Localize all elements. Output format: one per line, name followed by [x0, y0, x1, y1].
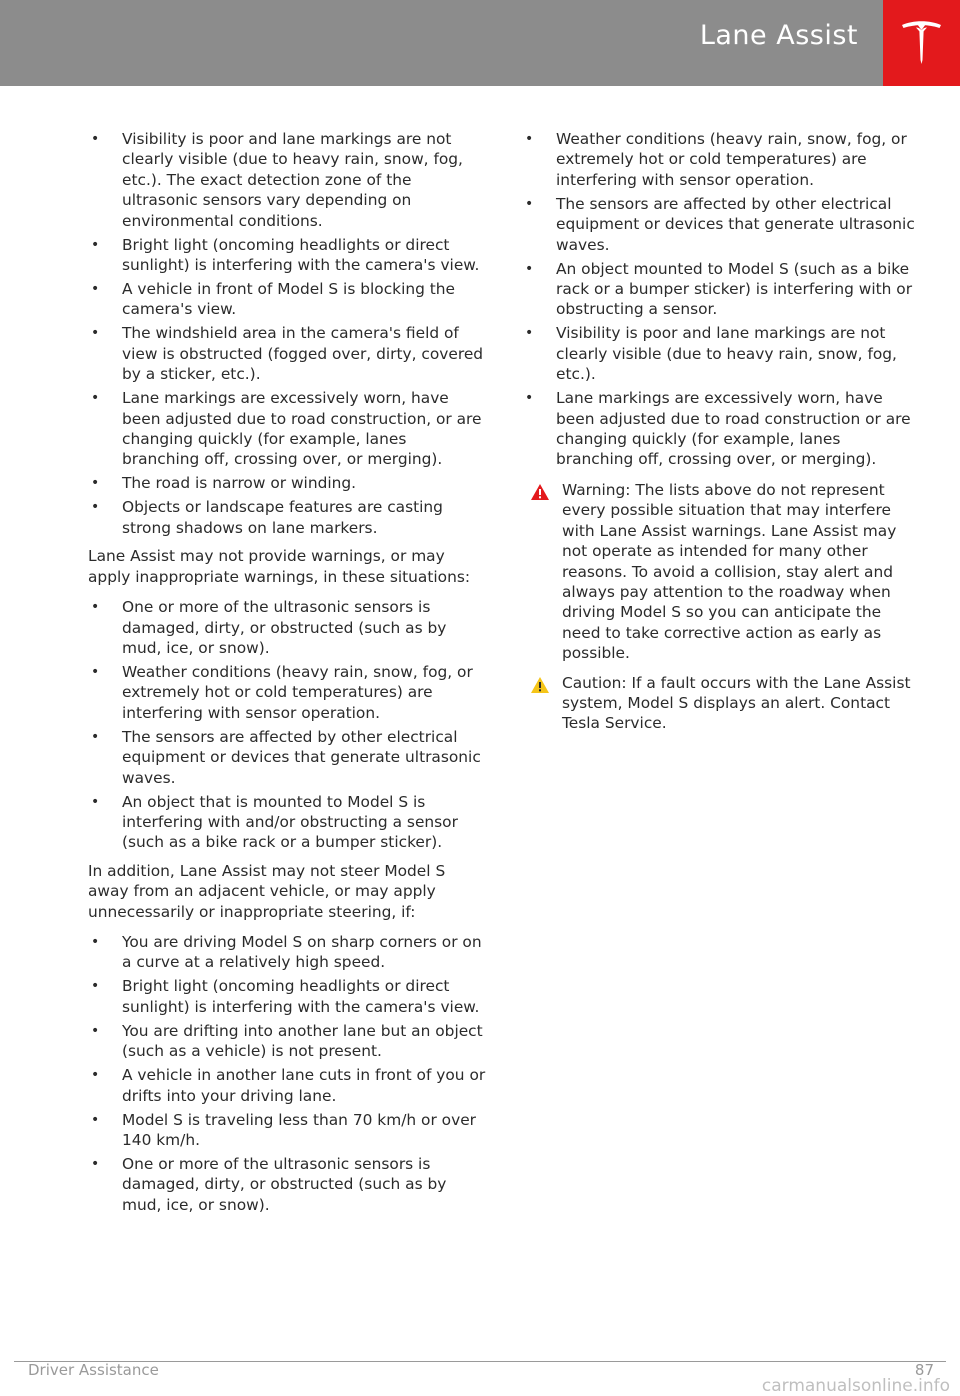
list-item: • An object that is mounted to Model S is interfering with and/or obstructing a sensor (such as a bike rack or a bumper sticker).: [91, 792, 458, 852]
left-column: [88, 129, 488, 1219]
list-item: • You are drifting into another lane but an object (such as a vehicle) is not present.: [91, 1021, 483, 1061]
tesla-logo-icon: [899, 16, 944, 66]
right-column: [522, 129, 922, 743]
page-header: [0, 0, 960, 86]
list-item: • The sensors are affected by other electrical equipment or devices that generate ultrasonic waves.: [91, 727, 481, 787]
logo-box: [883, 0, 960, 86]
list-item: • Bright light (oncoming headlights or direct sunlight) is interfering with the camera's view.: [91, 977, 480, 1016]
limitations-list: [88, 129, 488, 538]
list-item: • Lane markings are excessively worn, have been adjusted due to road construction, or are changing quickly (for example, lanes branching off, crossing over, or merging).: [91, 389, 482, 469]
watermark: carmanualsonline.info: [761, 1376, 950, 1396]
list-item: • Model S is traveling less than 70 km/h or over 140 km/h.: [91, 1110, 476, 1149]
list-item: • A vehicle in front of Model S is blocking the camera's view.: [91, 280, 456, 319]
list-item: • Objects or landscape features are casting strong shadows on lane markers.: [91, 498, 443, 537]
list-item: • Bright light (oncoming headlights or direct sunlight) is interfering with the camera's view.: [91, 235, 480, 275]
list-item: • One or more of the ultrasonic sensors is damaged, dirty, or obstructed (such as by mud, ice, or snow).: [91, 598, 447, 657]
continued-steering-list: [522, 129, 922, 470]
caution-notice: [522, 673, 922, 734]
list-item: • Weather conditions (heavy rain, snow, fog, or extremely hot or cold temperatures) are interfering with sensor operation.: [525, 130, 907, 189]
footer-section-name: Driver Assistance: [28, 1361, 159, 1379]
list-item: • A vehicle in another lane cuts in front of you or drifts into your driving lane.: [91, 1066, 486, 1105]
steering-situations-list: [88, 932, 488, 1215]
warning-notice: [522, 480, 922, 664]
warning-triangle-icon: [530, 483, 550, 501]
list-item: • Lane markings are excessively worn, have been adjusted due to road construction or are changing quickly (for example, lanes branching off, crossing over, or merging).: [525, 389, 911, 469]
page-title: Lane Assist: [699, 20, 858, 51]
list-item: • An object mounted to Model S (such as a bike rack or a bumper sticker) is interfering with or obstructing a sensor.: [525, 259, 913, 319]
list-item: • The sensors are affected by other electrical equipment or devices that generate ultrasonic waves.: [525, 194, 915, 254]
warning-situations-list: [88, 597, 488, 853]
list-item: • The windshield area in the camera's field of view is obstructed (fogged over, dirty, covered by a sticker, etc.).: [91, 324, 484, 384]
list-item: • Visibility is poor and lane markings are not clearly visible (due to heavy rain, snow, fog, etc.).: [525, 324, 897, 384]
list-item: • Weather conditions (heavy rain, snow, fog, or extremely hot or cold temperatures) are interfering with sensor operation.: [91, 662, 473, 722]
caution-text: Caution: If a fault occurs with the Lane Assist system, Model S displays an alert. Contact Tesla Service.: [562, 673, 911, 733]
page-number: 87: [914, 1361, 934, 1379]
list-item: • One or more of the ultrasonic sensors is damaged, dirty, or obstructed (such as by mud, ice, or snow).: [91, 1155, 447, 1214]
paragraph-steering-intro: In addition, Lane Assist may not steer Model S away from an adjacent vehicle, or may apply unnecessarily or inappropriate steering, if:: [88, 861, 446, 921]
caution-triangle-icon: [530, 676, 550, 694]
paragraph-warnings-intro: Lane Assist may not provide warnings, or may apply inappropriate warnings, in these situations:: [88, 547, 471, 586]
list-item: • Visibility is poor and lane markings are not clearly visible (due to heavy rain, snow, fog, etc.). The exact detection zone of the ultrasonic sensors vary depending on environmental conditions.: [91, 130, 463, 230]
warning-text: Warning: The lists above do not represent every possible situation that may interfere with Lane Assist warnings. Lane Assist may not operate as intended for many other reasons. To avoid a collision, stay alert and always pay attention to the roadway when driving Model S so you can anticipate the need to take corrective action as early as possible.: [562, 480, 897, 663]
list-item: • The road is narrow or winding.: [91, 474, 357, 493]
list-item: • You are driving Model S on sharp corners or on a curve at a relatively high speed.: [91, 932, 482, 972]
